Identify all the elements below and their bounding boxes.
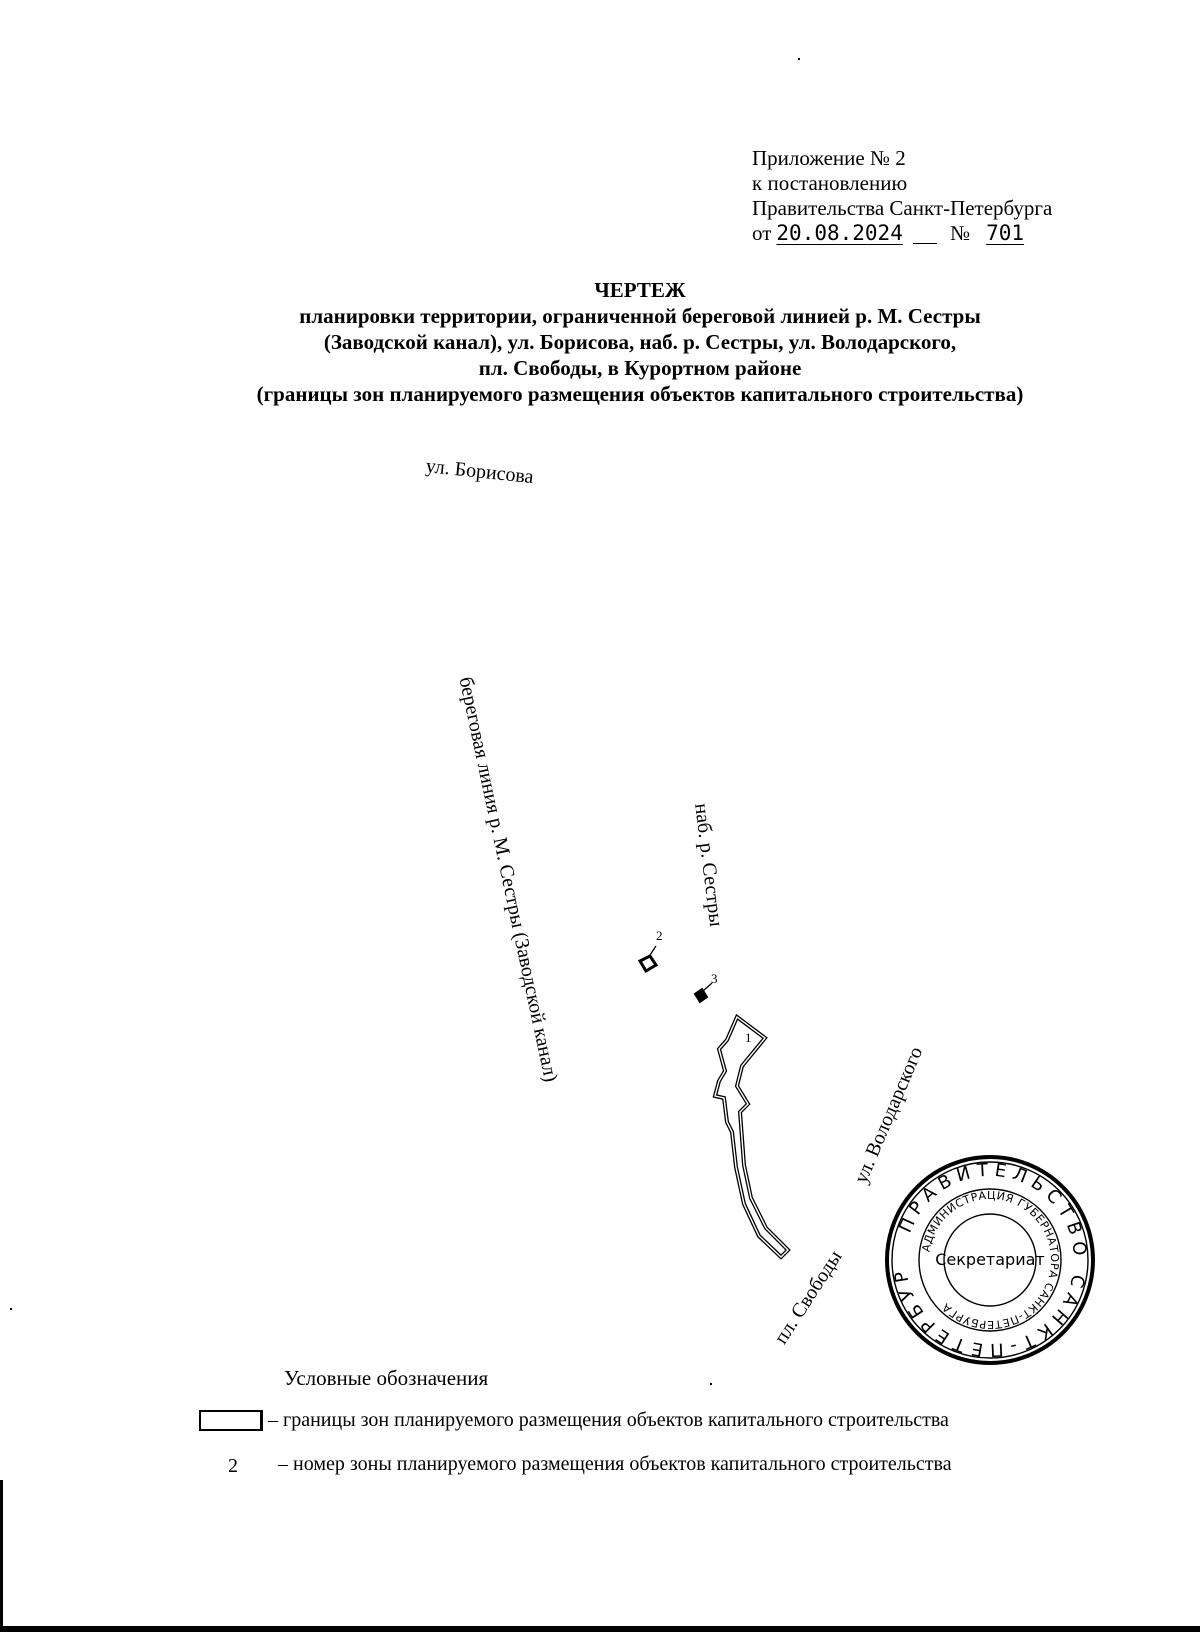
seal-center-text: Секретариат	[935, 1250, 1045, 1269]
official-seal	[884, 1154, 1096, 1371]
decree-date: 20.08.2024	[776, 221, 903, 245]
label-embankment: наб. р. Сестры	[690, 802, 728, 928]
title-line-4: (границы зон планируемого размещения объектов капитального строительства)	[256, 382, 1024, 406]
scan-speck	[10, 1308, 12, 1310]
title-line-2: (Заводской канал), ул. Борисова, наб. р. Сестры, ул. Володарского,	[323, 330, 957, 354]
legend-number-desc: – номер зоны планируемого размещения объектов капитального строительства	[278, 1453, 952, 1475]
label-volodarskogo: ул. Володарского	[850, 1043, 928, 1187]
scan-speck	[798, 58, 800, 60]
appendix-line-1: Приложение № 2	[752, 146, 906, 170]
label-shoreline: береговая линия р. М. Сестры (Заводской канал)	[454, 675, 562, 1084]
date-prefix: от	[752, 221, 772, 245]
zone-3-boundary	[695, 989, 707, 1002]
legend-boundary-symbol	[199, 1410, 263, 1431]
legend-number-sample: 2	[228, 1455, 238, 1477]
scan-edge-left	[0, 1480, 3, 1630]
title-line-3: пл. Свободы, в Курортном районе	[478, 356, 802, 380]
appendix-line-3: Правительства Санкт-Петербурга	[752, 196, 1053, 220]
seal-outer-text: ПРАВИТЕЛЬСТВО САНКТ-ПЕТЕРБУР	[889, 1159, 1091, 1361]
seal-inner-text: АДМИНИСТРАЦИЯ ГУБЕРНАТОРА САНКТ-ПЕТЕРБУРГА	[919, 1188, 1062, 1332]
label-svobody: пл. Свободы	[770, 1246, 847, 1348]
title-heading: ЧЕРТЕЖ	[594, 278, 686, 302]
zone-2-number: 2	[656, 928, 663, 943]
zone-3-number: 3	[711, 971, 718, 986]
scan-speck	[710, 1383, 712, 1385]
decree-number: 701	[986, 221, 1025, 245]
zone-2-boundary	[640, 956, 656, 971]
label-borisova: ул. Борисова	[424, 455, 535, 489]
title-line-1: планировки территории, ограниченной береговой линией р. М. Сестры	[299, 304, 981, 328]
legend-title: Условные обозначения	[284, 1366, 489, 1390]
scan-edge-bottom	[0, 1626, 1200, 1632]
zone-1-number: 1	[745, 1030, 752, 1045]
number-prefix: №	[950, 221, 971, 245]
appendix-line-2: к постановлению	[752, 171, 908, 195]
legend-boundary-desc: – границы зон планируемого размещения объектов капитального строительства	[268, 1409, 949, 1431]
